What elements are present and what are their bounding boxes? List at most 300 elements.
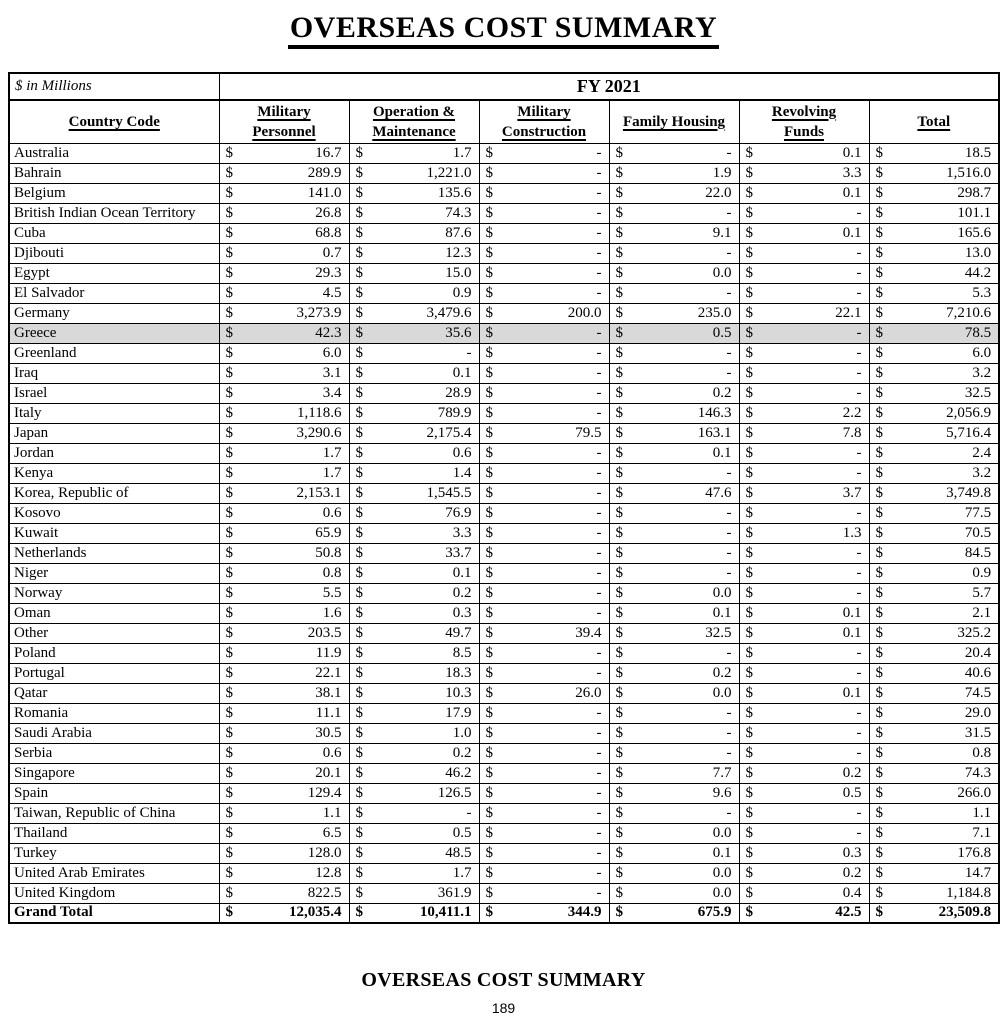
amount-value: - (596, 644, 602, 661)
amount-value: - (856, 464, 862, 481)
amount-cell (739, 483, 869, 503)
amount-cell (609, 243, 739, 263)
amount-cell (349, 143, 479, 163)
amount-value: - (596, 824, 602, 841)
currency-symbol: $ (355, 744, 363, 761)
amount-value: 7.1 (972, 824, 992, 841)
currency-symbol: $ (615, 324, 623, 341)
country-cell: Japan (9, 423, 219, 443)
currency-symbol: $ (615, 884, 623, 901)
amount-cell (609, 683, 739, 703)
amount-cell (739, 183, 869, 203)
currency-symbol: $ (355, 784, 363, 801)
amount-cell (869, 323, 999, 343)
currency-symbol: $ (485, 824, 493, 841)
currency-symbol: $ (355, 304, 363, 321)
amount-value: - (726, 344, 732, 361)
amount-value: 1,545.5 (426, 484, 472, 501)
amount-value: - (596, 224, 602, 241)
amount-cell (869, 743, 999, 763)
amount-value: 74.5 (964, 684, 992, 701)
amount-value: 298.7 (957, 184, 992, 201)
amount-cell (479, 443, 609, 463)
table-row (9, 543, 999, 563)
currency-symbol: $ (225, 524, 233, 541)
amount-cell (349, 163, 479, 183)
table-row (9, 703, 999, 723)
table-row (9, 263, 999, 283)
currency-symbol: $ (485, 884, 493, 901)
currency-symbol: $ (745, 904, 753, 921)
country-cell: Qatar (9, 683, 219, 703)
currency-symbol: $ (225, 304, 233, 321)
amount-cell (349, 523, 479, 543)
currency-symbol: $ (615, 244, 623, 261)
amount-cell (479, 863, 609, 883)
amount-cell (479, 183, 609, 203)
currency-symbol: $ (355, 384, 363, 401)
currency-symbol: $ (225, 144, 233, 161)
amount-cell (349, 223, 479, 243)
currency-symbol: $ (355, 824, 363, 841)
currency-symbol: $ (485, 244, 493, 261)
currency-symbol: $ (225, 264, 233, 281)
amount-cell (609, 643, 739, 663)
amount-cell (219, 743, 349, 763)
amount-value: 0.1 (712, 444, 732, 461)
amount-value: - (596, 284, 602, 301)
currency-symbol: $ (745, 624, 753, 641)
amount-cell (219, 863, 349, 883)
amount-value: 50.8 (315, 544, 342, 561)
amount-cell (219, 203, 349, 223)
table-row (9, 383, 999, 403)
amount-cell (869, 303, 999, 323)
amount-value: 5.7 (972, 584, 992, 601)
amount-cell (609, 743, 739, 763)
amount-cell (609, 143, 739, 163)
amount-value: 42.5 (835, 904, 862, 921)
amount-value: 203.5 (307, 624, 342, 641)
amount-value: - (726, 704, 732, 721)
currency-symbol: $ (225, 624, 233, 641)
currency-symbol: $ (875, 404, 883, 421)
amount-cell (479, 903, 609, 923)
amount-cell (479, 543, 609, 563)
footer-title: OVERSEAS COST SUMMARY (361, 969, 646, 991)
currency-symbol: $ (745, 644, 753, 661)
amount-cell (869, 243, 999, 263)
amount-cell (349, 723, 479, 743)
amount-cell (219, 243, 349, 263)
amount-cell (609, 523, 739, 543)
currency-symbol: $ (875, 364, 883, 381)
currency-symbol: $ (225, 164, 233, 181)
amount-value: 78.5 (964, 324, 992, 341)
currency-symbol: $ (875, 184, 883, 201)
currency-symbol: $ (615, 284, 623, 301)
country-cell: Oman (9, 603, 219, 623)
amount-cell (219, 883, 349, 903)
amount-value: 1.0 (452, 724, 472, 741)
currency-symbol: $ (745, 404, 753, 421)
amount-value: - (856, 344, 862, 361)
amount-cell (739, 583, 869, 603)
table-row (9, 283, 999, 303)
amount-value: 74.3 (964, 764, 992, 781)
amount-value: 1.7 (452, 864, 472, 881)
amount-cell (479, 783, 609, 803)
amount-cell (609, 783, 739, 803)
amount-value: 0.8 (322, 564, 342, 581)
amount-value: 101.1 (957, 204, 992, 221)
country-cell: El Salvador (9, 283, 219, 303)
amount-value: - (856, 744, 862, 761)
currency-symbol: $ (745, 604, 753, 621)
table-row (9, 223, 999, 243)
table-row (9, 723, 999, 743)
amount-cell (219, 463, 349, 483)
currency-symbol: $ (615, 664, 623, 681)
amount-value: 10.3 (445, 684, 472, 701)
currency-symbol: $ (355, 764, 363, 781)
amount-cell (479, 723, 609, 743)
amount-cell (739, 663, 869, 683)
currency-symbol: $ (355, 844, 363, 861)
currency-symbol: $ (485, 264, 493, 281)
currency-symbol: $ (225, 764, 233, 781)
amount-value: 49.7 (445, 624, 472, 641)
currency-symbol: $ (225, 504, 233, 521)
amount-cell (219, 363, 349, 383)
amount-cell (479, 243, 609, 263)
amount-cell (479, 823, 609, 843)
amount-value: 1,184.8 (946, 884, 992, 901)
amount-value: - (596, 324, 602, 341)
amount-value: 126.5 (437, 784, 472, 801)
currency-symbol: $ (745, 864, 753, 881)
amount-value: - (856, 244, 862, 261)
currency-symbol: $ (745, 324, 753, 341)
column-header: Military Personnel (219, 100, 349, 143)
currency-symbol: $ (485, 684, 493, 701)
currency-symbol: $ (615, 344, 623, 361)
amount-cell (739, 843, 869, 863)
currency-symbol: $ (875, 504, 883, 521)
amount-cell (479, 483, 609, 503)
table-row (9, 463, 999, 483)
amount-value: - (856, 264, 862, 281)
currency-symbol: $ (225, 244, 233, 261)
amount-cell (869, 643, 999, 663)
currency-symbol: $ (485, 344, 493, 361)
amount-value: - (856, 704, 862, 721)
currency-symbol: $ (615, 224, 623, 241)
amount-value: 0.2 (712, 384, 732, 401)
currency-symbol: $ (615, 604, 623, 621)
currency-symbol: $ (225, 604, 233, 621)
amount-value: 29.0 (964, 704, 992, 721)
currency-symbol: $ (485, 564, 493, 581)
currency-symbol: $ (355, 604, 363, 621)
amount-value: 0.5 (712, 324, 732, 341)
country-cell: Netherlands (9, 543, 219, 563)
amount-value: 0.6 (322, 504, 342, 521)
amount-cell (739, 763, 869, 783)
currency-symbol: $ (875, 784, 883, 801)
amount-cell (349, 403, 479, 423)
amount-value: 22.0 (705, 184, 732, 201)
amount-value: 0.0 (712, 684, 732, 701)
amount-value: - (856, 584, 862, 601)
amount-cell (739, 543, 869, 563)
country-cell: Germany (9, 303, 219, 323)
currency-symbol: $ (355, 484, 363, 501)
amount-cell (869, 563, 999, 583)
amount-cell (479, 383, 609, 403)
amount-cell (869, 543, 999, 563)
amount-cell (349, 903, 479, 923)
currency-symbol: $ (745, 584, 753, 601)
currency-symbol: $ (225, 904, 233, 921)
amount-cell (219, 903, 349, 923)
amount-cell (219, 443, 349, 463)
country-cell: Turkey (9, 843, 219, 863)
amount-value: - (856, 804, 862, 821)
amount-cell (349, 603, 479, 623)
amount-value: 0.1 (842, 144, 862, 161)
amount-cell (739, 383, 869, 403)
amount-value: 0.6 (322, 744, 342, 761)
amount-cell (739, 303, 869, 323)
amount-value: - (856, 444, 862, 461)
table-row (9, 863, 999, 883)
amount-value: 135.6 (437, 184, 472, 201)
amount-value: - (856, 564, 862, 581)
currency-symbol: $ (615, 264, 623, 281)
amount-value: 46.2 (445, 764, 472, 781)
currency-symbol: $ (875, 844, 883, 861)
currency-symbol: $ (225, 684, 233, 701)
currency-symbol: $ (875, 664, 883, 681)
table-row (9, 343, 999, 363)
currency-symbol: $ (355, 444, 363, 461)
amount-cell (219, 183, 349, 203)
currency-symbol: $ (875, 464, 883, 481)
amount-value: - (726, 644, 732, 661)
amount-cell (349, 763, 479, 783)
amount-cell (479, 623, 609, 643)
amount-cell (609, 323, 739, 343)
amount-value: - (596, 584, 602, 601)
country-cell: Jordan (9, 443, 219, 463)
amount-value: - (856, 724, 862, 741)
currency-symbol: $ (745, 764, 753, 781)
amount-value: 12,035.4 (289, 904, 342, 921)
amount-cell (869, 503, 999, 523)
currency-symbol: $ (355, 164, 363, 181)
currency-symbol: $ (745, 664, 753, 681)
amount-value: 0.2 (452, 744, 472, 761)
amount-value: 47.6 (705, 484, 732, 501)
currency-symbol: $ (875, 284, 883, 301)
currency-symbol: $ (485, 184, 493, 201)
amount-value: 141.0 (307, 184, 342, 201)
currency-symbol: $ (355, 404, 363, 421)
currency-symbol: $ (225, 544, 233, 561)
amount-value: 1.7 (452, 144, 472, 161)
table-row (9, 663, 999, 683)
country-cell: Niger (9, 563, 219, 583)
amount-value: - (856, 664, 862, 681)
amount-value: 7.7 (712, 764, 732, 781)
currency-symbol: $ (615, 844, 623, 861)
amount-cell (739, 503, 869, 523)
amount-cell (609, 363, 739, 383)
currency-symbol: $ (485, 604, 493, 621)
amount-cell (219, 763, 349, 783)
amount-cell (479, 363, 609, 383)
amount-cell (219, 683, 349, 703)
currency-symbol: $ (355, 464, 363, 481)
amount-value: 3.3 (452, 524, 472, 541)
amount-cell (219, 603, 349, 623)
currency-symbol: $ (355, 624, 363, 641)
table-row (9, 203, 999, 223)
table-row (9, 443, 999, 463)
amount-value: 129.4 (307, 784, 342, 801)
amount-value: 3,749.8 (946, 484, 992, 501)
amount-cell (479, 603, 609, 623)
amount-cell (219, 583, 349, 603)
table-row (9, 883, 999, 903)
amount-value: - (596, 164, 602, 181)
table-row (9, 523, 999, 543)
amount-value: 128.0 (307, 844, 342, 861)
amount-cell (479, 263, 609, 283)
amount-cell (869, 203, 999, 223)
currency-symbol: $ (355, 724, 363, 741)
amount-cell (479, 143, 609, 163)
amount-cell (349, 303, 479, 323)
amount-cell (739, 903, 869, 923)
table-row (9, 783, 999, 803)
amount-cell (219, 783, 349, 803)
amount-cell (609, 303, 739, 323)
currency-symbol: $ (615, 144, 623, 161)
amount-cell (479, 683, 609, 703)
amount-cell (869, 363, 999, 383)
amount-value: - (726, 564, 732, 581)
currency-symbol: $ (225, 824, 233, 841)
amount-value: 0.2 (842, 864, 862, 881)
country-cell: Greece (9, 323, 219, 343)
amount-value: - (596, 364, 602, 381)
amount-value: 675.9 (697, 904, 732, 921)
table-row (9, 163, 999, 183)
amount-cell (349, 543, 479, 563)
currency-symbol: $ (225, 224, 233, 241)
amount-value: 65.9 (315, 524, 342, 541)
amount-cell (739, 563, 869, 583)
table-row (9, 823, 999, 843)
currency-symbol: $ (875, 144, 883, 161)
currency-symbol: $ (745, 524, 753, 541)
currency-symbol: $ (485, 644, 493, 661)
amount-value: 0.3 (842, 844, 862, 861)
amount-value: 18.5 (964, 144, 992, 161)
amount-value: - (596, 604, 602, 621)
amount-cell (739, 223, 869, 243)
currency-symbol: $ (355, 584, 363, 601)
amount-value: - (596, 464, 602, 481)
amount-value: 0.2 (452, 584, 472, 601)
table-row (9, 143, 999, 163)
amount-value: 35.6 (445, 324, 472, 341)
amount-value: 0.5 (452, 824, 472, 841)
fiscal-year-label: FY 2021 (219, 73, 999, 100)
currency-symbol: $ (355, 144, 363, 161)
currency-symbol: $ (615, 424, 623, 441)
currency-symbol: $ (225, 784, 233, 801)
currency-symbol: $ (225, 424, 233, 441)
page-number: 189 (491, 1000, 516, 1016)
amount-cell (479, 323, 609, 343)
amount-value: 0.1 (712, 604, 732, 621)
currency-symbol: $ (355, 184, 363, 201)
country-cell: British Indian Ocean Territory (9, 203, 219, 223)
currency-symbol: $ (615, 864, 623, 881)
country-cell: Romania (9, 703, 219, 723)
country-cell: Taiwan, Republic of China (9, 803, 219, 823)
amount-value: 11.9 (315, 644, 342, 661)
amount-value: 39.4 (575, 624, 602, 641)
page-footer (0, 969, 1007, 1016)
currency-symbol: $ (225, 804, 233, 821)
amount-value: 9.6 (712, 784, 732, 801)
amount-cell (739, 263, 869, 283)
country-cell: United Arab Emirates (9, 863, 219, 883)
amount-value: 0.1 (842, 684, 862, 701)
currency-symbol: $ (875, 244, 883, 261)
amount-cell (609, 383, 739, 403)
amount-cell (349, 803, 479, 823)
amount-cell (349, 743, 479, 763)
currency-symbol: $ (615, 764, 623, 781)
amount-cell (739, 723, 869, 743)
amount-value: 1.4 (452, 464, 472, 481)
amount-cell (479, 703, 609, 723)
currency-symbol: $ (875, 604, 883, 621)
amount-cell (609, 183, 739, 203)
amount-value: 0.0 (712, 884, 732, 901)
amount-cell (739, 863, 869, 883)
amount-value: 0.9 (452, 284, 472, 301)
amount-cell (349, 183, 479, 203)
currency-symbol: $ (485, 724, 493, 741)
currency-symbol: $ (615, 804, 623, 821)
currency-symbol: $ (745, 224, 753, 241)
amount-value: 29.3 (315, 264, 342, 281)
amount-value: 163.1 (697, 424, 732, 441)
amount-cell (349, 423, 479, 443)
amount-value: 1.1 (322, 804, 342, 821)
currency-symbol: $ (485, 784, 493, 801)
amount-value: 235.0 (697, 304, 732, 321)
amount-value: 2.4 (972, 444, 992, 461)
amount-cell (609, 583, 739, 603)
amount-cell (219, 343, 349, 363)
